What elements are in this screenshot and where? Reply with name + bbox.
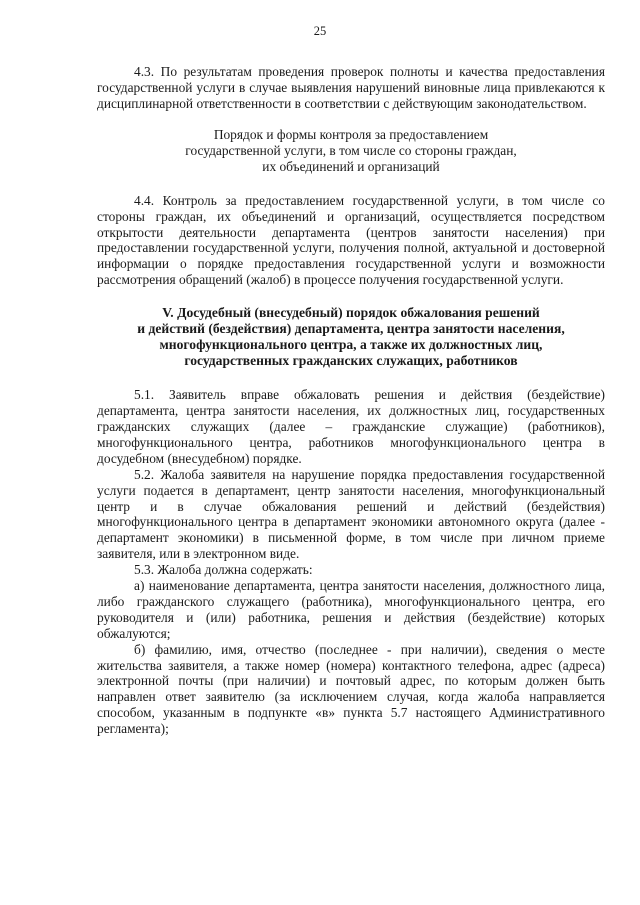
page-number: 25 <box>313 24 327 38</box>
paragraph-4-4: 4.4. Контроль за предоставлением государственной услуги, в том числе со стороны граждан, их объединений и организаций, осуществляется посредством открытости деятельности департамента (центров занятости населения) при предоставлении государственной услуги, получения полной, актуальной и достоверной информации о порядке предоставления государственной услуги и возможности рассмотрения обращений (жалоб) в процессе получения государственной услуги. <box>97 192 605 288</box>
subheading-line: государственной услуги, в том числе со стороны граждан, <box>185 142 517 158</box>
subheading-control <box>97 127 605 175</box>
subheading-line: Порядок и формы контроля за предоставлением <box>213 126 489 142</box>
paragraph-5-3: 5.3. Жалоба должна содержать: <box>134 562 313 578</box>
section-5-heading <box>97 305 605 369</box>
subheading-line: их объединений и организаций <box>262 158 440 174</box>
paragraph-4-3: 4.3. По результатам проведения проверок полноты и качества предоставления государственной услуги в случае выявления нарушений виновные лица привлекаются к дисциплинарной ответственности в соответствии с действующим законодательством. <box>97 64 605 111</box>
paragraph-5-3-a: а) наименование департамента, центра занятости населения, должностного лица, либо гражданского служащего (работника), многофункционального центра, его руководителя и (или) работника, решения и действия (бездействие) которых обжалуются; <box>97 578 605 641</box>
paragraph-5-2: 5.2. Жалоба заявителя на нарушение порядка предоставления государственной услуги подается в департамент, центр занятости населения, многофункциональный центр и в случае обжалования решений и действий (бездействия) многофункционального центра в департамент экономики автономного округа (далее - департамент экономики) в письменной форме, в том числе при личном приеме заявителя, или в электронном виде. <box>97 466 605 562</box>
paragraph-5-3-b: б) фамилию, имя, отчество (последнее - при наличии), сведения о месте жительства заявителя, а также номер (номера) контактного телефона, адрес (адреса) электронной почты (при наличии) и почтовый адрес, по которым должен быть направлен ответ заявителю (за исключением случая, когда жалоба направляется способом, указанным в подпункте «в» пункта 5.7 настоящего Административного регламента); <box>97 641 605 737</box>
section-heading-line: и действий (бездействия) департамента, центра занятости населения, <box>137 321 565 337</box>
paragraph-5-1: 5.1. Заявитель вправе обжаловать решения и действия (бездействие) департамента, центра занятости населения, их должностных лиц, государственных гражданских служащих (далее – гражданские служащие) (работников), многофункционального центра, работников многофункционального центра в досудебном (внесудебном) порядке. <box>97 387 605 466</box>
document-body <box>97 64 605 737</box>
section-heading-line: V. Досудебный (внесудебный) порядок обжалования решений <box>162 305 540 321</box>
section-heading-line: многофункционального центра, а также их должностных лиц, <box>159 337 543 353</box>
section-heading-line: государственных гражданских служащих, работников <box>184 353 518 369</box>
